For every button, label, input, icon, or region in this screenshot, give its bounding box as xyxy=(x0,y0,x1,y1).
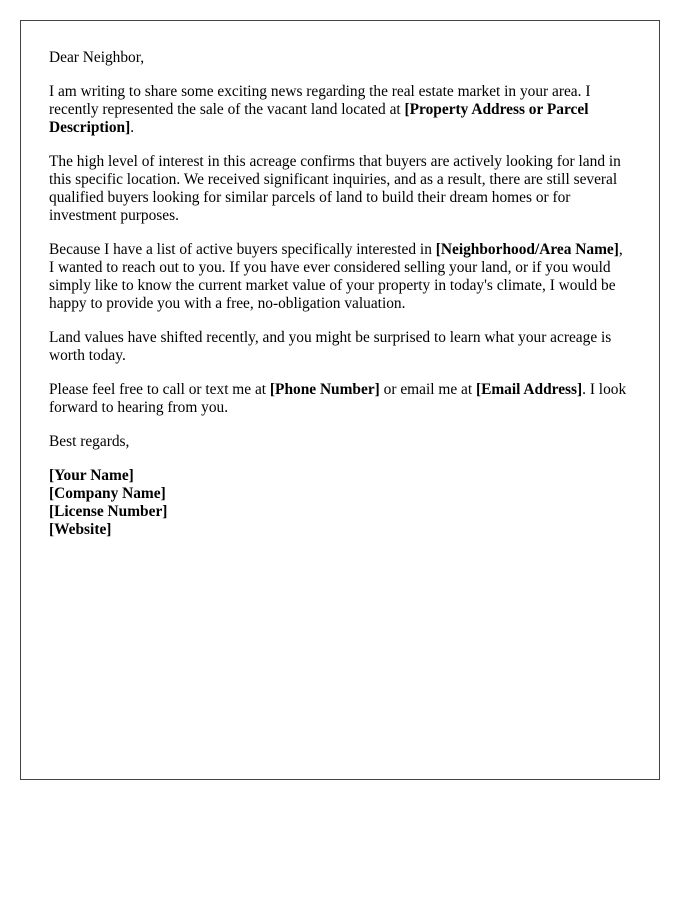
letter-paragraph-values xyxy=(49,329,631,365)
letter-paragraph-intro xyxy=(49,83,631,137)
placeholder-property-address: [Property Address or Parcel Description] xyxy=(49,101,589,136)
paragraph-text: or email me at xyxy=(379,381,476,398)
paragraph-text: The high level of interest in this acreage confirms that buyers are actively looking for land in this specific location. We received significant inquiries, and as a result, there are still several qualified buyers looking for similar parcels of land to build their dream homes or for investment purposes. xyxy=(49,153,621,224)
signature-license: [License Number] xyxy=(49,503,168,520)
paragraph-text: Land values have shifted recently, and you might be surprised to learn what your acreage is worth today. xyxy=(49,329,612,364)
letter-paragraph-buyers xyxy=(49,241,631,313)
signature-name: [Your Name] xyxy=(49,467,134,484)
placeholder-neighborhood: [Neighborhood/Area Name] xyxy=(435,241,619,258)
paragraph-text: Please feel free to call or text me at xyxy=(49,381,270,398)
letter-page xyxy=(20,20,660,780)
paragraph-text: . xyxy=(130,119,135,136)
placeholder-email-address: [Email Address] xyxy=(475,381,583,398)
placeholder-phone-number: [Phone Number] xyxy=(269,381,380,398)
signature-company: [Company Name] xyxy=(49,485,166,502)
paragraph-text: , I wanted to reach out to you. If you have ever considered selling your land, or if you would simply like to know the current market value of your property in today's climate, I would be happy to provide you with a free, no-obligation valuation. xyxy=(49,241,623,312)
letter-paragraph-interest xyxy=(49,153,631,225)
letter-paragraph-contact xyxy=(49,381,631,417)
signature-website: [Website] xyxy=(49,521,112,538)
paragraph-text: I am writing to share some exciting news regarding the real estate market in your area. I recently represented the sale of the vacant land located at xyxy=(49,83,591,118)
paragraph-text: . I look forward to hearing from you. xyxy=(49,381,627,416)
paragraph-text: Because I have a list of active buyers specifically interested in xyxy=(49,241,436,258)
letter-salutation: Dear Neighbor, xyxy=(49,49,145,66)
signature-block xyxy=(49,467,631,539)
letter-closing: Best regards, xyxy=(49,433,130,450)
